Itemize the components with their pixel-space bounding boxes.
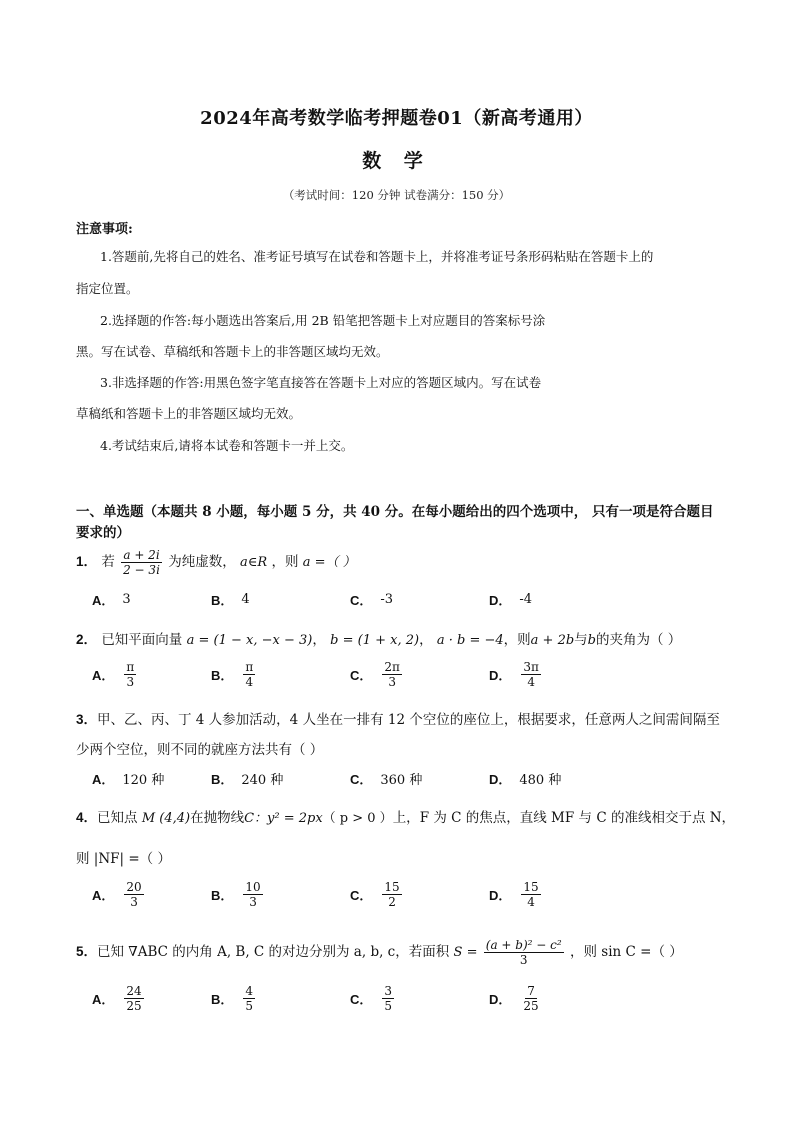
question-text: 为纯虚数， xyxy=(168,554,236,570)
option-d[interactable] xyxy=(489,590,532,609)
options-row xyxy=(0,880,793,920)
option-d[interactable] xyxy=(489,769,561,788)
fraction-denominator: 2 xyxy=(388,895,396,909)
option-label: B． xyxy=(211,668,234,683)
option-value: 480 种 xyxy=(519,773,562,788)
fraction-denominator: 3 xyxy=(519,953,528,967)
option-label: A． xyxy=(92,593,115,608)
option-value: 240 种 xyxy=(241,773,284,788)
option-label: C． xyxy=(350,888,373,903)
question-1 xyxy=(76,548,356,577)
math-expression: M (4,4) xyxy=(141,811,191,826)
fraction-numerator: π xyxy=(245,660,254,674)
option-c[interactable] xyxy=(350,880,404,909)
notice-heading: 注意事项: xyxy=(76,222,133,237)
fraction-denominator: 3 xyxy=(130,895,138,909)
notice-line: 1.答题前,先将自己的姓名、准考证号填写在试卷和答题卡上，并将准考证号条形码粘贴在答题卡上的 xyxy=(100,249,654,264)
option-label: A． xyxy=(92,888,115,903)
notice-line: 4.考试结束后,请将本试卷和答题卡一并上交。 xyxy=(100,438,354,453)
question-3 xyxy=(76,708,720,728)
option-label: B． xyxy=(211,888,234,903)
question-text: ，则 xyxy=(503,632,531,648)
notice-line: 草稿纸和答题卡上的非答题区域均无效。 xyxy=(76,406,302,421)
question-number: 4． xyxy=(76,810,98,825)
fraction-denominator: 3 xyxy=(126,675,135,689)
question-text: 则 |NF| =（ ） xyxy=(76,851,171,867)
option-label: D． xyxy=(489,772,512,787)
option-label: B． xyxy=(211,593,234,608)
math-expression: （ p > 0 ） xyxy=(322,811,393,826)
fraction-denominator: 3 xyxy=(388,675,396,689)
option-label: D． xyxy=(489,992,512,1007)
section-heading: 一、单选题（本题共 8 小题，每小题 5 分，共 40 分。在每小题给出的四个选项中， 只有一项是符合题目要求的） xyxy=(76,504,714,541)
option-d[interactable] xyxy=(489,984,543,1013)
question-number: 1． xyxy=(76,554,98,569)
option-d[interactable] xyxy=(489,880,543,909)
option-label: B． xyxy=(211,992,234,1007)
fraction-numerator: 20 xyxy=(126,880,142,894)
notice-line: 黑。写在试卷、草稿纸和答题卡上的非答题区域均无效。 xyxy=(76,344,389,359)
option-value: -3 xyxy=(380,592,394,607)
question-number: 2． xyxy=(76,632,98,647)
math-expression: b xyxy=(587,633,596,648)
fraction-numerator: π xyxy=(126,660,135,674)
fraction-denominator: 25 xyxy=(523,999,539,1013)
question-text: 的夹角为（ ） xyxy=(596,632,682,648)
fraction-numerator: 2π xyxy=(384,660,400,674)
option-label: C． xyxy=(350,992,373,1007)
option-label: A． xyxy=(92,992,115,1007)
option-a[interactable] xyxy=(92,984,146,1013)
notice-line: 2.选择题的作答:每小题选出答案后,用 2B 铅笔把答题卡上对应题目的答案标号涂 xyxy=(100,313,546,328)
math-expression: a∈R xyxy=(240,555,268,570)
question-text: 已知点 xyxy=(97,810,138,826)
option-c[interactable] xyxy=(350,984,396,1013)
fraction-denominator: 5 xyxy=(245,999,254,1013)
exam-time-info: （考试时间：120 分钟 试卷满分：150 分） xyxy=(282,188,511,202)
math-expression: b = (1 + x, 2) xyxy=(330,633,420,648)
question-text: ，则 xyxy=(271,554,299,570)
option-value: 120 种 xyxy=(122,773,165,788)
question-text: 已知 ∇ABC 的内角 A, B, C 的对边分别为 a, b, c，若面积 xyxy=(97,944,450,960)
option-b[interactable] xyxy=(211,769,283,788)
fraction-denominator: 3 xyxy=(249,895,257,909)
question-text: 若 xyxy=(101,554,115,570)
option-c[interactable] xyxy=(350,590,393,609)
fraction-numerator: (a + b)² − c² xyxy=(485,938,562,952)
question-text: 已知平面向量 xyxy=(101,632,183,648)
option-a[interactable] xyxy=(92,880,146,909)
option-label: B． xyxy=(211,772,234,787)
fraction-numerator: 10 xyxy=(245,880,261,894)
option-b[interactable] xyxy=(211,984,257,1013)
question-4 xyxy=(76,806,735,826)
question-number: 3． xyxy=(76,712,98,727)
math-expression: a · b = −4 xyxy=(436,633,504,648)
page-title: 2024年高考数学临考押题卷01（新高考通用） xyxy=(200,108,593,129)
options-row xyxy=(0,984,793,1024)
option-b[interactable] xyxy=(211,590,250,609)
math-expression: C：y² = 2px xyxy=(244,811,323,826)
option-value: -4 xyxy=(519,592,533,607)
question-number: 5． xyxy=(76,944,98,959)
question-5 xyxy=(76,938,683,967)
option-label: A． xyxy=(92,772,115,787)
fraction-numerator: 15 xyxy=(384,880,400,894)
math-expression: a + 2b xyxy=(530,633,575,648)
question-text: ，则 sin C =（ ） xyxy=(569,944,683,960)
option-a[interactable] xyxy=(92,590,131,609)
fraction-numerator: 15 xyxy=(523,880,539,894)
notice-line: 指定位置。 xyxy=(76,281,139,296)
option-value: 360 种 xyxy=(380,773,423,788)
question-text: 上， xyxy=(392,810,420,826)
option-value: 4 xyxy=(241,592,250,607)
fraction xyxy=(484,938,564,967)
option-a[interactable] xyxy=(92,769,164,788)
option-c[interactable] xyxy=(350,769,422,788)
option-label: C． xyxy=(350,772,373,787)
option-label: D． xyxy=(489,668,512,683)
question-3-continued xyxy=(76,738,323,758)
question-text: 在抛物线 xyxy=(190,810,245,826)
fraction-numerator: 7 xyxy=(527,984,535,998)
question-4-continued xyxy=(76,847,171,867)
subject-title: 数 学 xyxy=(362,150,431,172)
option-a[interactable] xyxy=(92,660,138,689)
fraction-denominator: 4 xyxy=(527,675,535,689)
math-expression: S = xyxy=(453,945,478,960)
question-text: 与 xyxy=(574,632,588,648)
option-label: D． xyxy=(489,888,512,903)
fraction-numerator: 3π xyxy=(523,660,539,674)
option-label: C． xyxy=(350,668,373,683)
question-text: 少两个空位，则不同的就座方法共有（ ） xyxy=(76,742,324,758)
fraction-denominator: 5 xyxy=(384,999,393,1013)
options-row xyxy=(0,660,793,700)
question-ask: a =（ ） xyxy=(302,555,356,570)
fraction-numerator: 4 xyxy=(245,984,254,998)
math-expression: a = (1 − x, −x − 3) xyxy=(186,633,313,648)
option-b[interactable] xyxy=(211,660,257,689)
fraction-denominator: 25 xyxy=(126,999,142,1013)
fraction-numerator: 3 xyxy=(384,984,393,998)
fraction-numerator: a + 2i xyxy=(123,548,160,562)
option-label: A． xyxy=(92,668,115,683)
fraction-numerator: 24 xyxy=(126,984,142,998)
question-text: F 为 C 的焦点，直线 MF 与 C 的准线相交于点 N， xyxy=(419,810,736,826)
option-c[interactable] xyxy=(350,660,404,689)
options-row xyxy=(0,590,793,630)
fraction-denominator: 4 xyxy=(245,675,254,689)
fraction-denominator: 4 xyxy=(527,895,535,909)
option-label: D． xyxy=(489,593,512,608)
question-text: 甲、乙、丙、丁 4 人参加活动，4 人坐在一排有 12 个空位的座位上，根据要求，任意两人之间需间隔至 xyxy=(97,712,720,728)
option-d[interactable] xyxy=(489,660,543,689)
options-row xyxy=(0,769,793,809)
fraction-denominator: 2 − 3i xyxy=(123,563,160,577)
fraction xyxy=(121,548,162,577)
option-value: 3 xyxy=(122,592,131,607)
option-label: C． xyxy=(350,593,373,608)
notice-line: 3.非选择题的作答:用黑色签字笔直接答在答题卡上对应的答题区域内。写在试卷 xyxy=(100,375,542,390)
question-2: 2． 已知平面向量 a = (1 − x, −x − 3)， b = (1 + x, 2)， a · b = −4，则a + 2b与b的夹角为（ ） xyxy=(76,632,682,648)
option-b[interactable] xyxy=(211,880,265,909)
